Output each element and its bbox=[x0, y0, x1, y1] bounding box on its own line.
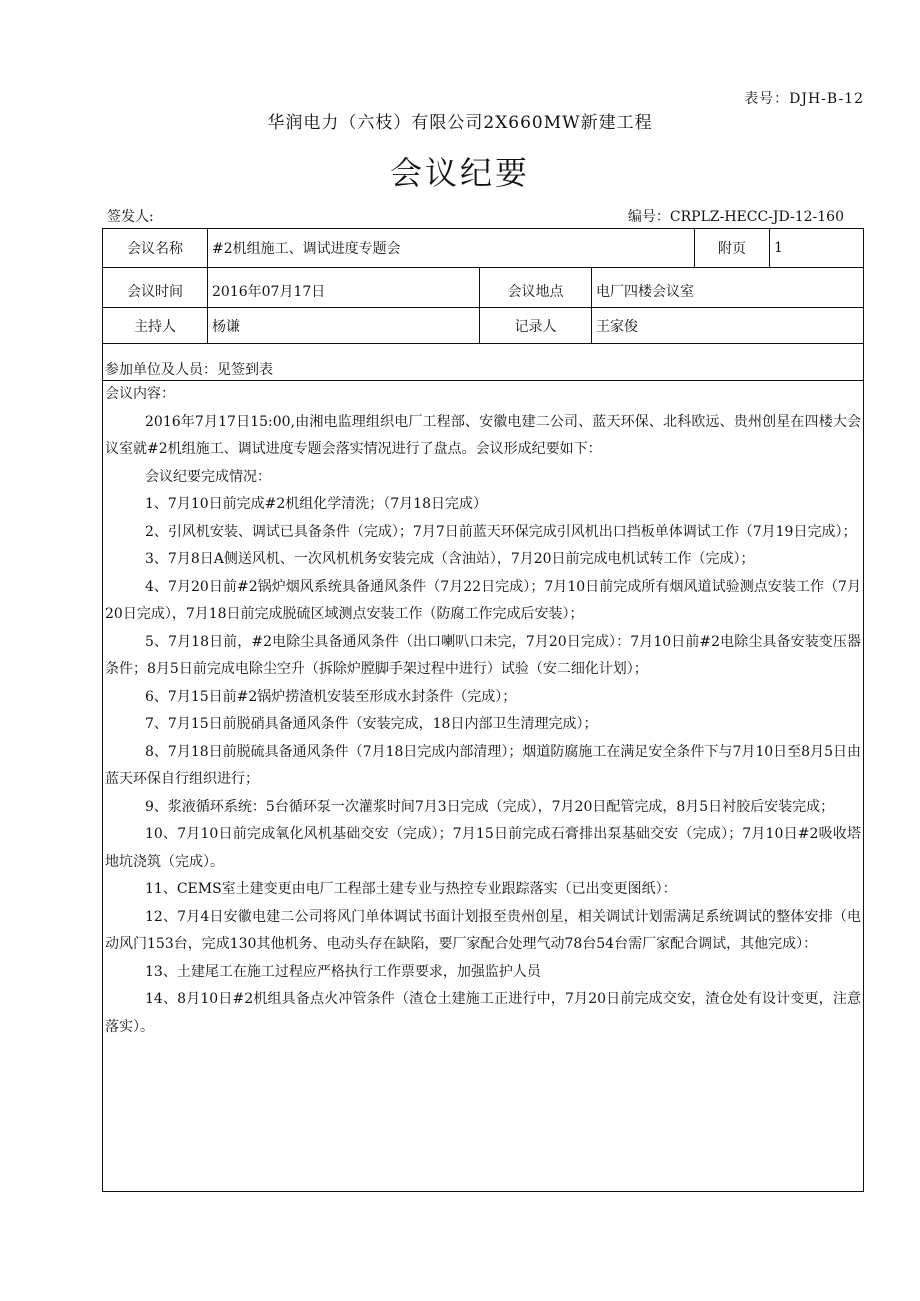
meeting-name-label: 会议名称 bbox=[127, 241, 183, 257]
host-value: 杨谦 bbox=[207, 308, 479, 343]
meeting-name-row bbox=[103, 229, 863, 268]
participants-text: 参加单位及人员：见签到表 bbox=[105, 362, 273, 378]
content-item: 3、7月8日A侧送风机、一次风机机务安装完成（含油站），7月20日前完成电机试转工作（完成）； bbox=[145, 551, 755, 567]
attachment-value: 1 bbox=[769, 229, 863, 267]
content-item: 14、8月10日#2机组具备点火冲管条件（渣仓土建施工正进行中，7月20日前完成交安，渣仓处有设计变更，注意落实）。 bbox=[105, 991, 861, 1035]
recorder-label: 记录人 bbox=[479, 308, 591, 343]
host-label: 主持人 bbox=[134, 318, 176, 335]
content-item: 12、7月4日安徽电建二公司将风门单体调试书面计划报至贵州创星，相关调试计划需满足系统调试的整体安排（电动风门153台，完成130其他机务、电动头存在缺陷，要厂家配合处理气动78台54台需厂家配合调试，其他完成）： bbox=[105, 908, 861, 952]
content-item: 5、7月18日前，#2电除尘具备通风条件（出口喇叭口未完，7月20日完成）：7月10日前#2电除尘具备安装变压器条件；8月5日前完成电除尘空升（拆除炉膛脚手架过程中进行）试验（安二细化计划）； bbox=[105, 633, 861, 677]
content-item: 2、引风机安装、调试已具备条件（完成）；7月7日前蓝天环保完成引风机出口挡板单体调试工作（7月19日完成）； bbox=[145, 523, 857, 540]
signer-label: 签发人: bbox=[107, 209, 154, 225]
meeting-time-row bbox=[103, 268, 863, 308]
content-item: 11、CEMS室土建变更由电厂工程部土建专业与热控专业跟踪落实（已出变更图纸）： bbox=[145, 881, 677, 897]
meeting-host-row bbox=[103, 308, 863, 344]
meeting-content bbox=[103, 381, 863, 1041]
minutes-table bbox=[102, 228, 864, 1192]
content-item: 7、7月15日前脱硝具备通风条件（安装完成，18日内部卫生清理完成）； bbox=[145, 716, 598, 732]
content-subheading: 会议纪要完成情况： bbox=[145, 468, 271, 485]
company-name: 华润电力（六枝）有限公司2X660MW新建工程 bbox=[267, 113, 653, 133]
content-item: 9、浆液循环系统：5台循环泵一次灌浆时间7月3日完成（完成），7月20日配管完成，8月5日衬胶后安装完成； bbox=[145, 798, 835, 815]
content-item: 6、7月15日前#2锅炉捞渣机安装至形成水封条件（完成）； bbox=[145, 688, 517, 705]
content-intro: 2016年7月17日15:00,由湘电监理组织电厂工程部、安徽电建二公司、蓝天环保、北科欧远、贵州创星在四楼大会议室就#2机组施工、调试进度专题会落实情况进行了盘点。会议形成纪要如下： bbox=[105, 413, 861, 457]
content-item: 4、7月20日前#2锅炉烟风系统具备通风条件（7月22日完成）；7月10日前完成所有烟风道试验测点安装工作（7月20日完成），7月18日前完成脱硫区域测点安装工作（防腐工作完成后安装）； bbox=[105, 578, 861, 622]
meeting-time-value: 2016年07月17日 bbox=[207, 268, 479, 307]
content-item: 1、7月10日前完成#2机组化学清洗；（7月18日完成） bbox=[145, 496, 487, 512]
content-item: 8、7月18日前脱硫具备通风条件（7月18日完成内部清理）；烟道防腐施工在满足安全条件下与7月10日至8月5日由蓝天环保自行组织进行； bbox=[105, 743, 861, 787]
meeting-name-value: #2机组施工、调试进度专题会 bbox=[207, 229, 694, 267]
content-heading: 会议内容： bbox=[105, 386, 175, 402]
meeting-time-label: 会议时间 bbox=[127, 284, 183, 300]
meeting-place-label: 会议地点 bbox=[479, 268, 591, 307]
serial-number: 编号：CRPLZ-HECC-JD-12-160 bbox=[627, 209, 844, 225]
meeting-place-value: 电厂四楼会议室 bbox=[591, 268, 863, 307]
attachment-label: 附页 bbox=[694, 229, 769, 267]
recorder-value: 王家俊 bbox=[591, 308, 863, 343]
content-item: 10、7月10日前完成氧化风机基础交安（完成）；7月15日前完成石膏排出泵基础交安（完成）；7月10日#2吸收塔地坑浇筑（完成）。 bbox=[105, 826, 861, 870]
participants-row bbox=[103, 344, 863, 381]
document-title: 会议纪要 bbox=[389, 154, 530, 192]
form-number: 表号：DJH-B-12 bbox=[744, 91, 864, 107]
content-item: 13、土建尾工在施工过程应严格执行工作票要求，加强监护人员 bbox=[145, 963, 541, 980]
